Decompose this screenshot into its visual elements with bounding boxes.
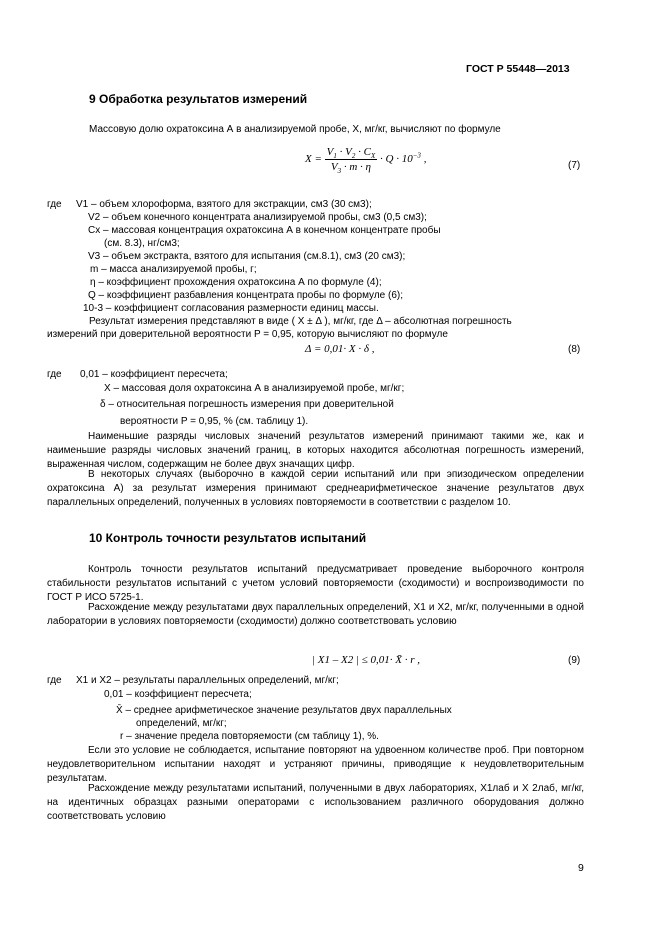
def3-xbar-cont: определений, мг/кг; [136,718,227,729]
def3-xbar: X̄ – среднее арифметическое значение результатов двух параллельных [116,705,452,716]
formula-7-number: (7) [568,160,581,171]
def-q: Q – коэффициент разбавления концентрата пробы по формуле (6); [88,290,404,301]
def2-x: X – массовая доля охратоксина А в анализируемой пробе, мг/кг; [104,383,405,394]
def3-r: r – значение предела повторяемости (см таблицу 1), %. [120,731,379,742]
document-header: ГОСТ Р 55448—2013 [466,63,570,75]
formula-8: Δ = 0,01· X · δ , [305,343,375,355]
def-10-3: 10-3 – коэффициент согласования размерности единиц массы. [83,303,379,314]
result-line-2: измерений при доверительной вероятности P = 0,95, которую вычисляют по формуле [47,329,448,340]
def2-delta: δ – относительная погрешность измерения при доверительной [100,399,394,410]
where-label-3: где [47,675,62,686]
def3-x1x2: X1 и X2 – результаты параллельных определений, мг/кг; [76,675,339,686]
def-m: m – масса анализируемой пробы, г; [90,264,257,275]
s9-paragraph-1: Наименьшие разряды числовых значений результатов измерений принимают такими же, как и наименьшие разряды числовых значений границ, в которых находится абсолютная погрешность измерений, выраженная числом, содержащим не более двух значащих цифр. [47,431,584,470]
s10-paragraph-4: Расхождение между результатами испытаний, полученными в двух лабораториях, X1лаб и X 2лаб, мг/кг, на идентичных образцах разными операторами с использованием различного оборудования должно соответствовать условию [47,783,584,822]
def-eta: η – коэффициент прохождения охратоксина А по формуле (4); [90,277,382,288]
def2-delta-cont: вероятности P = 0,95, % (см. таблицу 1). [120,416,309,427]
section-10-heading: 10 Контроль точности результатов испытаний [89,531,367,545]
def-cx: Cx – массовая концентрация охратоксина А в конечном концентрате пробы [88,225,441,236]
formula-9: | X1 – X2 | ≤ 0,01· X̄ · r , [312,654,421,666]
def-v2: V2 – объем конечного концентрата анализируемой пробы, см3 (0,5 см3); [88,212,427,223]
def2-coef: 0,01 – коэффициент пересчета; [80,369,228,380]
s10-paragraph-3: Если это условие не соблюдается, испытание повторяют на удвоенном количестве проб. При повторном неудовлетворительном испытании находят и устраняют причины, приводящие к неудовлетворительным результатам. [47,745,584,784]
formula-7: X = $\frac{V_1 \cdot V_2 \cdot C_X}{V_3 \cdot m \cdot \eta}$ · $Q \cdot 10^{-3}$ , [305,146,427,176]
s10-paragraph-1: Контроль точности результатов испытаний предусматривает проведение выборочного контроля стабильности результатов испытаний с учетом условий повторяемости (сходимости) и воспроизводимости по ГОСТ Р ИСО 5725-1. [47,564,584,603]
def-v1: V1 – объем хлороформа, взятого для экстракции, см3 (30 см3); [76,199,372,210]
result-line-1: Результат измерения представляют в виде ( X ± Δ ), мг/кг, где Δ – абсолютная погрешность [89,316,512,327]
formula-9-number: (9) [568,655,581,666]
formula-8-number: (8) [568,344,581,355]
where-label: где [47,199,62,210]
s9-paragraph-2: В некоторых случаях (выборочно в каждой серии испытаний или при эпизодическом определении охратоксина А) за результат измерения принимают среднеарифметическое значение результатов двух параллельных определений, полученных в условиях повторяемости в соответствии с разделом 10. [47,469,584,508]
section-9-heading: 9 Обработка результатов измерений [89,92,308,106]
page-number: 9 [578,862,584,874]
section-9-intro: Массовую долю охратоксина А в анализируемой пробе, X, мг/кг, вычисляют по формуле [89,124,501,135]
where-label-2: где [47,369,62,380]
def-v3: V3 – объем экстракта, взятого для испытания (см.8.1), см3 (20 см3); [88,251,406,262]
def-cx-cont: (см. 8.3), нг/см3; [104,238,180,249]
def3-coef: 0,01 – коэффициент пересчета; [104,689,252,700]
s10-paragraph-2: Расхождение между результатами двух параллельных определений, X1 и X2, мг/кг, полученными в одной лаборатории в условиях повторяемости (сходимости) должно соответствовать условию [47,602,584,627]
